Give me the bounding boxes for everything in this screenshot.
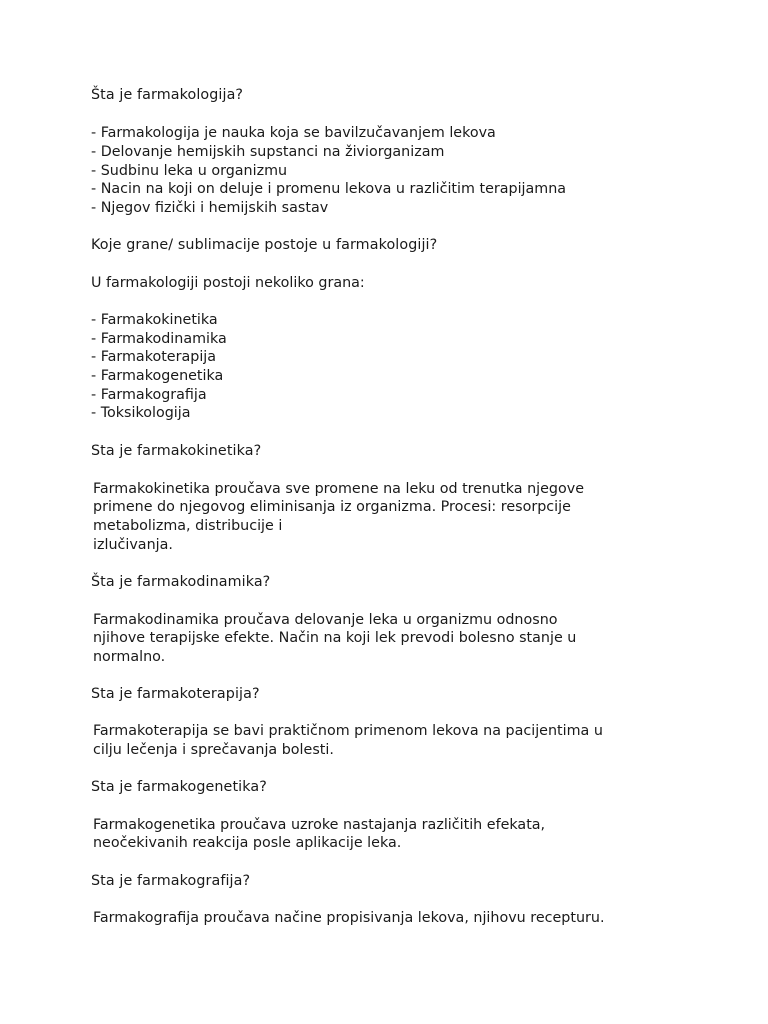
list-item: - Farmakografija (91, 387, 207, 403)
list-item: - Farmakokinetika (91, 312, 218, 328)
question-heading: Šta je farmakologija? (91, 87, 244, 103)
list-item: - Farmakoterapija (91, 349, 217, 365)
paragraph-line: cilju lečenja i sprečavanja bolesti. (93, 742, 334, 758)
paragraph-line: Farmakoterapija se bavi praktičnom primenom lekova na pacijentima u (93, 723, 603, 739)
paragraph-line: Farmakografija proučava načine propisivanja lekova, njihovu recepturu. (93, 910, 605, 926)
paragraph-line: Farmakodinamika proučava delovanje leka u organizmu odnosno (93, 612, 558, 628)
paragraph-line: Farmakogenetika proučava uzroke nastajanja različitih efekata, (93, 817, 546, 833)
paragraph-line: Farmakokinetika proučava sve promene na leku od trenutka njegove (93, 481, 585, 497)
paragraph-line: neočekivanih reakcija posle aplikacije leka. (93, 835, 402, 851)
list-item: - Njegov fizički i hemijskih sastav (91, 200, 329, 216)
question-heading: Koje grane/ sublimacije postoje u farmakologiji? (91, 237, 438, 253)
question-heading: Sta je farmakoterapija? (91, 686, 260, 702)
list-item: - Farmakogenetika (91, 368, 224, 384)
question-heading: Sta je farmakografija? (91, 873, 251, 889)
paragraph-line: metabolizma, distribucije i (93, 518, 283, 534)
paragraph-line: primene do njegovog eliminisanja iz organizma. Procesi: resorpcije (93, 499, 571, 515)
question-heading: Sta je farmakogenetika? (91, 779, 267, 795)
list-item: - Farmakodinamika (91, 331, 227, 347)
list-item: - Toksikologija (91, 405, 191, 421)
paragraph-line: normalno. (93, 649, 166, 665)
paragraph: U farmakologiji postoji nekoliko grana: (91, 275, 365, 291)
paragraph-line: izlučivanja. (93, 537, 173, 553)
question-heading: Sta je farmakokinetika? (91, 443, 262, 459)
list-item: - Farmakologija je nauka koja se bavilzučavanjem lekova (91, 125, 496, 141)
paragraph-line: njihove terapijske efekte. Način na koji lek prevodi bolesno stanje u (93, 630, 577, 646)
list-item: - Sudbinu leka u organizmu (91, 163, 288, 179)
list-item: - Delovanje hemijskih supstanci na živiorganizam (91, 144, 445, 160)
list-item: - Nacin na koji on deluje i promenu lekova u različitim terapijamna (91, 181, 567, 197)
question-heading: Šta je farmakodinamika? (91, 574, 271, 590)
